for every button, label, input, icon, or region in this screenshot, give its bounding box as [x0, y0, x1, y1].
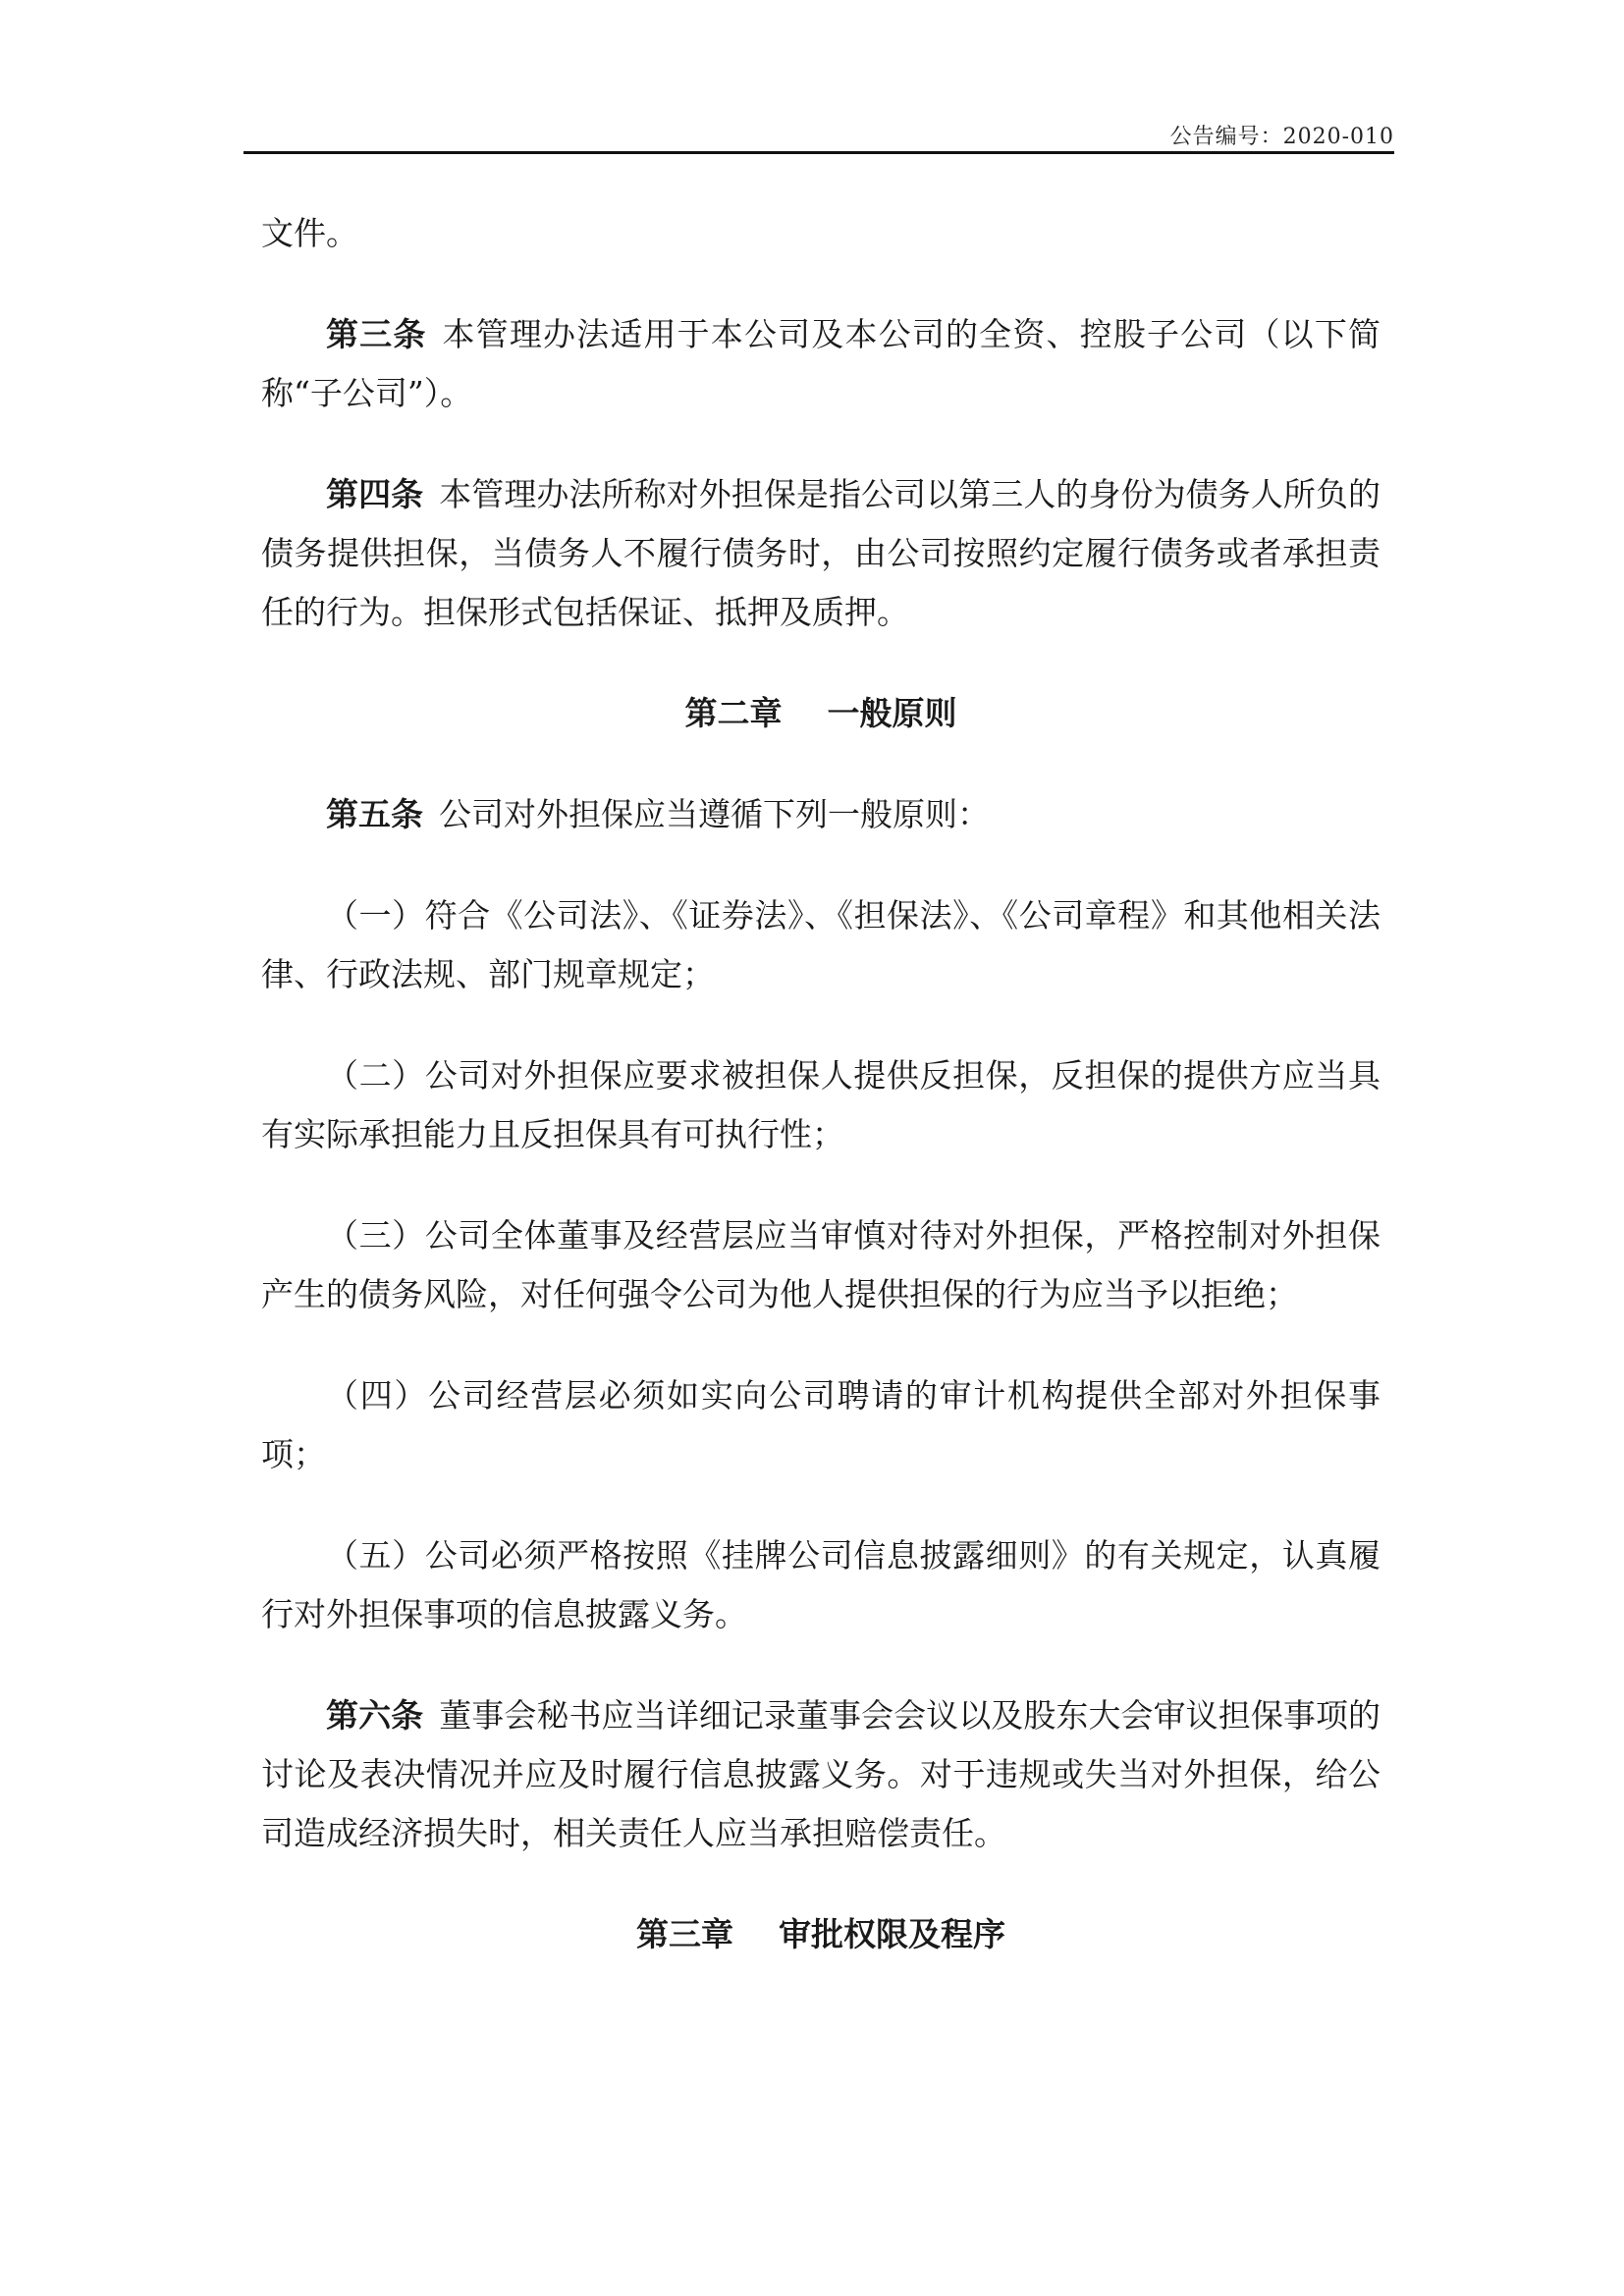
header-divider	[244, 151, 1394, 154]
article-4-text: 本管理办法所称对外担保是指公司以第三人的身份为债务人所负的债务提供担保，当债务人不履行债务时，由公司按照约定履行债务或者承担责任的行为。担保形式包括保证、抵押及质押。	[261, 475, 1381, 631]
chapter-2-heading: 第二章 一般原则	[684, 694, 957, 732]
list-item-4: （四）公司经营层必须如实向公司聘请的审计机构提供全部对外担保事项；	[261, 1376, 1380, 1473]
article-4	[261, 465, 1380, 642]
article-6-label: 第六条	[326, 1696, 424, 1735]
article-5-label: 第五条	[326, 795, 423, 833]
article-3-label: 第三条	[326, 315, 427, 353]
paragraph-continuation: 文件。	[261, 214, 358, 252]
article-3-text: 本管理办法适用于本公司及本公司的全资、控股子公司（以下简称“子公司”）。	[261, 315, 1380, 412]
article-5	[261, 785, 1380, 844]
list-item-2: （二）公司对外担保应要求被担保人提供反担保，反担保的提供方应当具有实际承担能力且反担保具有可执行性；	[261, 1056, 1380, 1153]
list-item-3: （三）公司全体董事及经营层应当审慎对待对外担保，严格控制对外担保产生的债务风险，对任何强令公司为他人提供担保的行为应当予以拒绝；	[261, 1216, 1380, 1313]
chapter-3-heading: 第三章 审批权限及程序	[636, 1915, 1005, 1953]
article-6	[261, 1686, 1380, 1863]
article-4-label: 第四条	[326, 475, 424, 513]
article-5-text: 公司对外担保应当遵循下列一般原则：	[439, 795, 990, 833]
list-item-1: （一）符合《公司法》、《证券法》、《担保法》、《公司章程》和其他相关法律、行政法规、部门规章规定；	[261, 896, 1380, 993]
document-body	[261, 204, 1380, 1964]
article-6-text: 董事会秘书应当详细记录董事会会议以及股东大会审议担保事项的讨论及表决情况并应及时履行信息披露义务。对于违规或失当对外担保，给公司造成经济损失时，相关责任人应当承担赔偿责任。	[261, 1696, 1381, 1852]
document-number: 公告编号：2020-010	[1169, 125, 1394, 149]
article-3	[261, 305, 1380, 423]
list-item-5: （五）公司必须严格按照《挂牌公司信息披露细则》的有关规定，认真履行对外担保事项的信息披露义务。	[261, 1536, 1380, 1633]
